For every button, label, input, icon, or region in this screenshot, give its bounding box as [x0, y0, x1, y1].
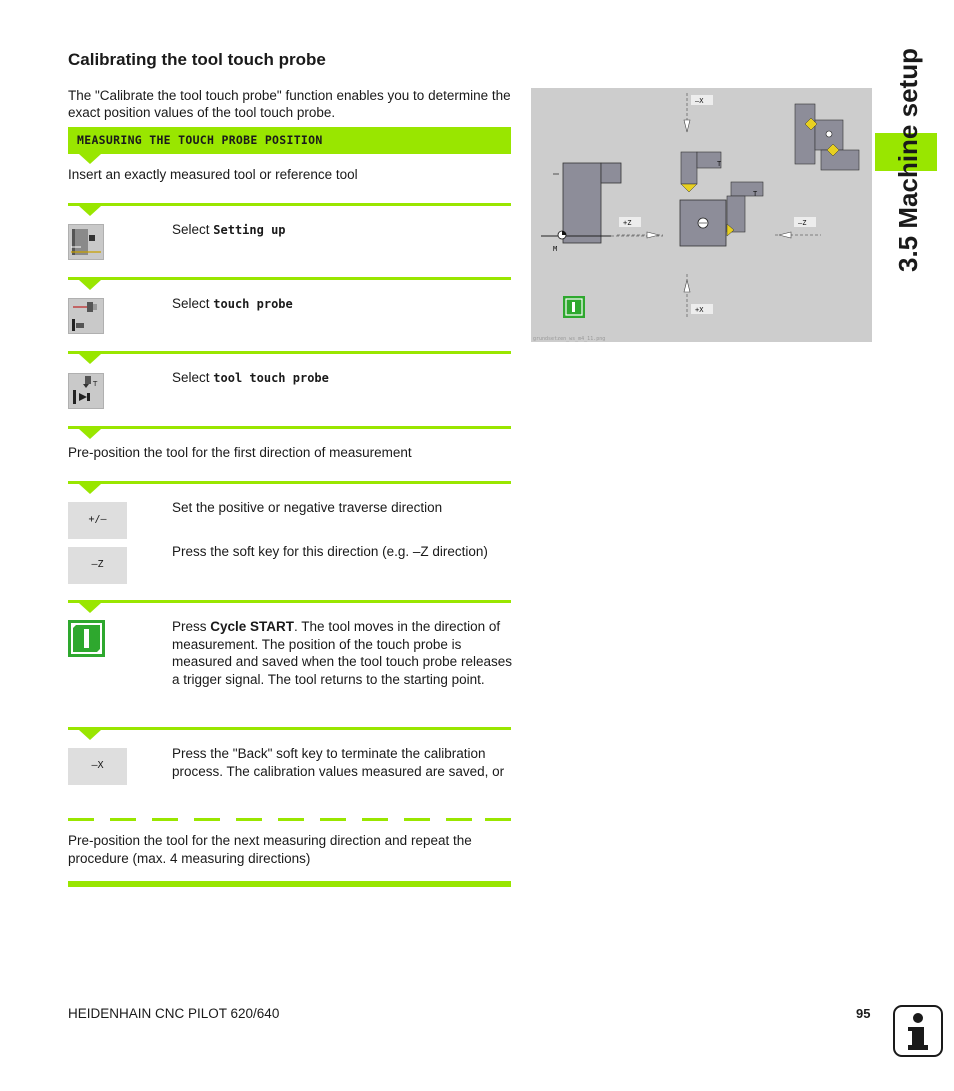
svg-text:grundsetzen_ws_m4_11.png: grundsetzen_ws_m4_11.png [533, 336, 606, 342]
svg-text:T: T [753, 190, 758, 198]
step-select-tool-touch-probe: Select tool touch probe [172, 370, 329, 385]
svg-text:+Z: +Z [623, 219, 632, 227]
tool-touch-probe-label: tool touch probe [213, 371, 329, 385]
step-arrow [79, 354, 101, 364]
section-heading-bar [68, 127, 511, 154]
step-preposition-first: Pre-position the tool for the first direction of measurement [68, 445, 412, 460]
dashed-divider [68, 818, 511, 821]
tool-touch-probe-icon[interactable] [68, 373, 104, 409]
section-heading: MEASURING THE TOUCH PROBE POSITION [77, 133, 323, 147]
svg-text:+X: +X [695, 306, 704, 314]
section-end-bar [68, 881, 511, 887]
step-divider [68, 600, 511, 603]
step-select-touch-probe: Select touch probe [172, 296, 293, 311]
chapter-title: 3.5 Machine setup [893, 48, 923, 272]
minus-x-softkey[interactable]: –X [68, 748, 127, 785]
svg-text:T: T [93, 380, 98, 388]
step-press-softkey: Press the soft key for this direction (e.g. –Z direction) [172, 544, 488, 559]
page-number: 95 [856, 1006, 871, 1021]
step-set-direction: Set the positive or negative traverse direction [172, 500, 443, 515]
plus-minus-softkey[interactable]: +/– [68, 502, 127, 539]
touch-probe-label: touch probe [213, 297, 293, 311]
svg-text:M: M [553, 245, 558, 253]
setting-up-icon[interactable] [68, 224, 104, 260]
step-divider [68, 203, 511, 206]
step-divider [68, 481, 511, 484]
step-divider [68, 727, 511, 730]
setting-up-label: Setting up [213, 223, 286, 237]
step-divider [68, 426, 511, 429]
touch-probe-icon[interactable] [68, 298, 104, 334]
intro-paragraph: The "Calibrate the tool touch probe" function enables you to determine the exact position values of the tool touch probe. [68, 88, 511, 120]
step-press-back: Press the "Back" soft key to terminate the calibration process. The calibration values measured are saved, or [172, 746, 505, 779]
info-icon[interactable] [893, 1005, 943, 1057]
footer-product: HEIDENHAIN CNC PILOT 620/640 [68, 1006, 280, 1021]
step-arrow [79, 603, 101, 613]
step-arrow [79, 154, 101, 164]
page-title: Calibrating the tool touch probe [68, 50, 326, 69]
step-arrow [79, 730, 101, 740]
step-arrow [79, 206, 101, 216]
step-divider [68, 277, 511, 280]
svg-text:–X: –X [695, 97, 704, 105]
svg-text:T: T [717, 160, 722, 168]
svg-text:–Z: –Z [798, 219, 807, 227]
step-preposition-next: Pre-position the tool for the next measuring direction and repeat the procedure (max. 4 measuring directions) [68, 833, 472, 866]
minus-z-softkey[interactable]: –Z [68, 547, 127, 584]
step-arrow [79, 429, 101, 439]
step-select-setting-up: Select Setting up [172, 222, 286, 237]
step-arrow [79, 484, 101, 494]
calibration-figure [531, 88, 872, 342]
cycle-start-label: Cycle START [210, 619, 295, 634]
step-insert-tool: Insert an exactly measured tool or reference tool [68, 167, 358, 182]
step-cycle-start: Press Cycle START. The tool moves in the direction of measurement. The position of the touch probe is measured and saved when the tool touch probe releases a trigger signal. The tool returns to the starting point. [172, 619, 512, 687]
step-arrow [79, 280, 101, 290]
cycle-start-icon[interactable] [68, 620, 105, 657]
step-divider [68, 351, 511, 354]
